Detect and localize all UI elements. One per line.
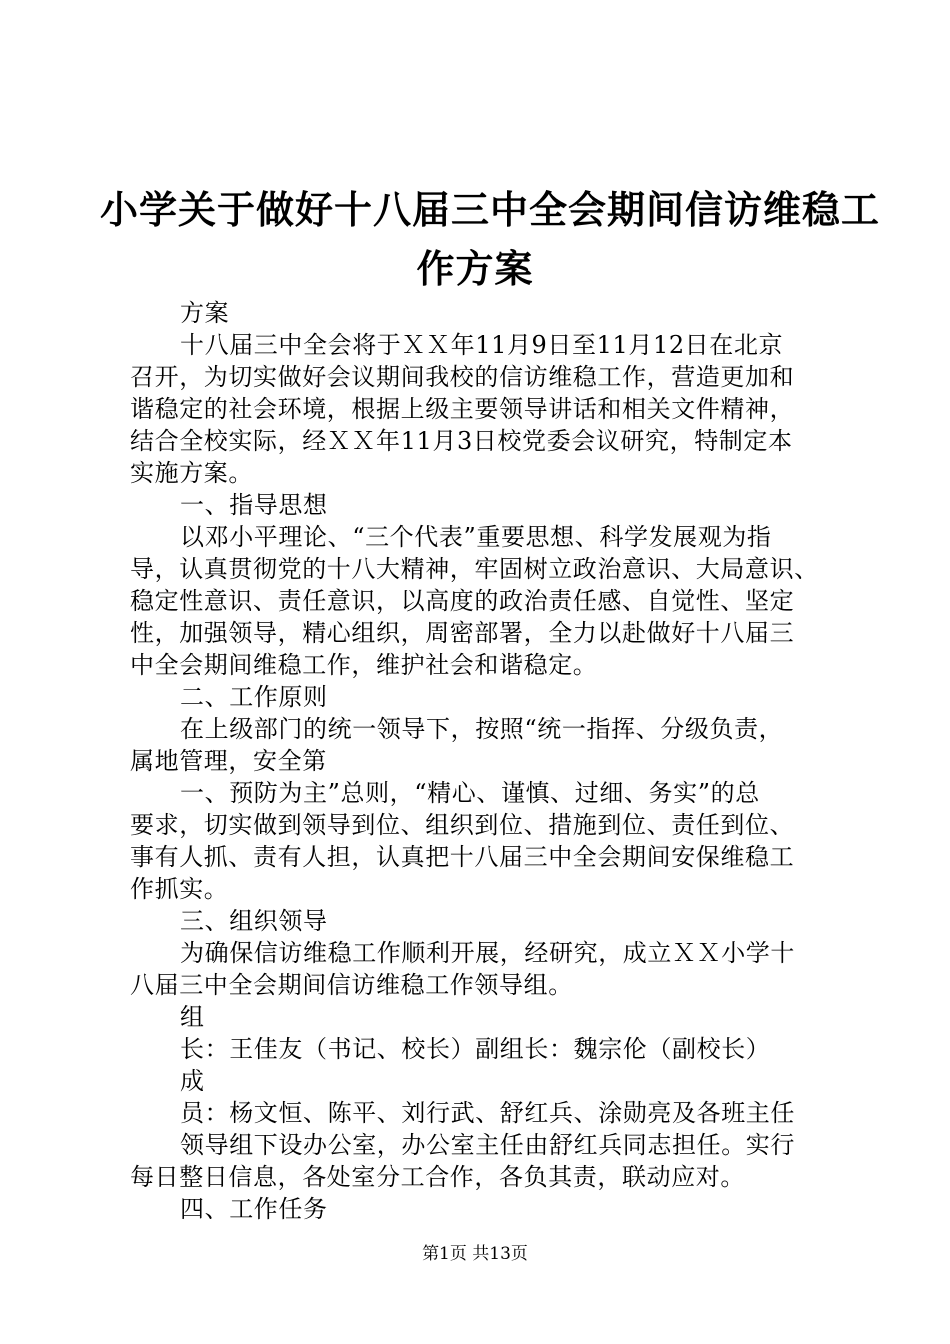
paragraph-line: 谐稳定的社会环境，根据上级主要领导讲话和相关文件精神， bbox=[130, 395, 795, 423]
paragraph-line: 导，认真贯彻党的十八大精神，牢固树立政治意识、大局意识、 bbox=[130, 555, 819, 583]
paragraph-line: 长：王佳友（书记、校长）副组长：魏宗伦（副校长） bbox=[180, 1035, 771, 1063]
paragraph-line: 以邓小平理论、“三个代表”重要思想、科学发展观为指 bbox=[180, 523, 772, 551]
paragraph-line: 员：杨文恒、陈平、刘行武、舒红兵、涂勋亮及各班主任 bbox=[180, 1099, 795, 1127]
paragraph-line: 成 bbox=[180, 1067, 205, 1095]
paragraph-line: 召开，为切实做好会议期间我校的信访维稳工作，营造更加和 bbox=[130, 363, 795, 391]
document-title-line-2: 作方案 bbox=[416, 247, 534, 291]
paragraph-line: 每日整日信息，各处室分工合作，各负其责，联动应对。 bbox=[130, 1163, 745, 1191]
section-heading: 四、工作任务 bbox=[180, 1195, 328, 1223]
section-heading: 三、组织领导 bbox=[180, 907, 328, 935]
section-heading: 二、工作原则 bbox=[180, 683, 328, 711]
paragraph-line: 为确保信访维稳工作顺利开展，经研究，成立ＸＸ小学十 bbox=[180, 939, 795, 967]
paragraph-line: 组 bbox=[180, 1003, 205, 1031]
paragraph-line: 事有人抓、责有人担，认真把十八届三中全会期间安保维稳工 bbox=[130, 843, 795, 871]
paragraph-line: 性，加强领导，精心组织，周密部署，全力以赴做好十八届三 bbox=[130, 619, 795, 647]
paragraph-line: 领导组下设办公室，办公室主任由舒红兵同志担任。实行 bbox=[180, 1131, 795, 1159]
page-number-footer: 第1页 共13页 bbox=[422, 1244, 528, 1264]
paragraph-line: 实施方案。 bbox=[130, 459, 253, 487]
paragraph-line: 结合全校实际，经ＸＸ年11月3日校党委会议研究，特制定本 bbox=[130, 427, 793, 455]
paragraph-line: 中全会期间维稳工作，维护社会和谐稳定。 bbox=[130, 651, 598, 679]
paragraph-line: 八届三中全会期间信访维稳工作领导组。 bbox=[130, 971, 573, 999]
paragraph-line: 稳定性意识、责任意识，以高度的政治责任感、自觉性、坚定 bbox=[130, 587, 795, 615]
paragraph-line: 作抓实。 bbox=[130, 875, 229, 903]
paragraph-line: 在上级部门的统一领导下，按照“统一指挥、分级负责， bbox=[180, 715, 784, 743]
document-title-line-1: 小学关于做好十八届三中全会期间信访维稳工 bbox=[100, 188, 881, 232]
paragraph-line: 属地管理，安全第 bbox=[130, 747, 327, 775]
paragraph-line: 要求，切实做到领导到位、组织到位、措施到位、责任到位、 bbox=[130, 811, 795, 839]
paragraph-line: 十八届三中全会将于ＸＸ年11月9日至11月12日在北京 bbox=[180, 331, 784, 359]
paragraph-line: 一、预防为主”总则，“精心、谨慎、过细、务实”的总 bbox=[180, 779, 760, 807]
section-label: 方案 bbox=[180, 299, 230, 327]
section-heading: 一、指导思想 bbox=[180, 491, 328, 519]
